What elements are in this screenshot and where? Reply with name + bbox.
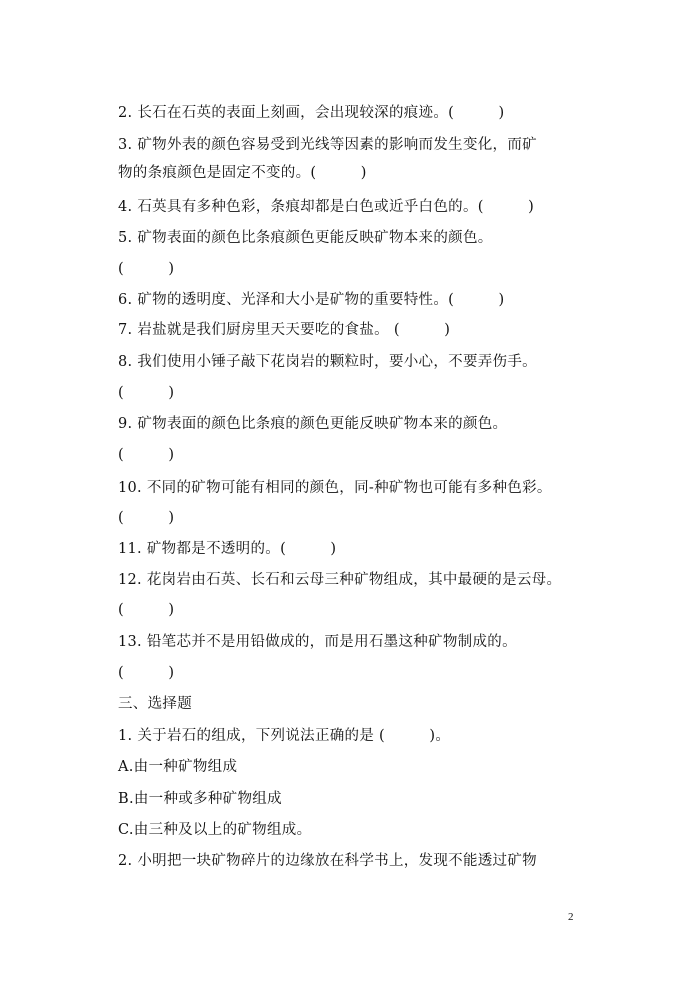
tf-question-10-line-1: 10. 不同的矿物可能有相同的颜色，同-种矿物也可能有多种色彩。 — [118, 480, 552, 496]
tf-question-9-line-1: 9. 矿物表面的颜色比条痕的颜色更能反映矿物本来的颜色。 — [118, 416, 508, 432]
page-number: 2 — [568, 911, 574, 923]
tf-question-12-line-1: 12. 花岗岩由石英、长石和云母三种矿物组成，其中最硬的是云母。 — [118, 572, 562, 588]
mc-question-1-option-a: A.由一种矿物组成 — [118, 759, 238, 775]
tf-question-6: 6. 矿物的透明度、光泽和大小是矿物的重要特性。( ) — [118, 292, 505, 308]
mc-question-1-option-c: C.由三种及以上的矿物组成。 — [118, 822, 312, 838]
section-heading-multiple-choice: 三、选择题 — [118, 696, 192, 712]
tf-question-5-line-1: 5. 矿物表面的颜色比条痕颜色更能反映矿物本来的颜色。 — [118, 230, 493, 246]
mc-question-1-option-b: B.由一种或多种矿物组成 — [118, 791, 282, 807]
tf-question-11: 11. 矿物都是不透明的。( ) — [118, 541, 337, 557]
tf-question-10-answer: ( ) — [118, 510, 175, 526]
tf-question-7: 7. 岩盐就是我们厨房里天天要吃的食盐。 ( ) — [118, 322, 451, 338]
tf-question-8-line-1: 8. 我们使用小锤子敲下花岗岩的颗粒时，要小心，不要弄伤手。 — [118, 354, 537, 370]
tf-question-13-line-1: 13. 铅笔芯并不是用铅做成的，而是用石墨这种矿物制成的。 — [118, 634, 517, 650]
tf-question-4: 4. 石英具有多种色彩，条痕却都是白色或近乎白色的。( ) — [118, 199, 535, 215]
tf-question-13-answer: ( ) — [118, 665, 175, 681]
tf-question-2: 2. 长石在石英的表面上刻画，会出现较深的痕迹。( ) — [118, 105, 505, 121]
mc-question-2-line-1: 2. 小明把一块矿物碎片的边缘放在科学书上，发现不能透过矿物 — [118, 853, 537, 869]
tf-question-3-line-2: 物的条痕颜色是固定不变的。( ) — [118, 165, 367, 181]
tf-question-9-answer: ( ) — [118, 447, 175, 463]
tf-question-3-line-1: 3. 矿物外表的颜色容易受到光线等因素的影响而发生变化，而矿 — [118, 137, 537, 153]
mc-question-1: 1. 关于岩石的组成，下列说法正确的是 ( )。 — [118, 728, 451, 744]
tf-question-5-answer: ( ) — [118, 261, 175, 277]
tf-question-12-answer: ( ) — [118, 602, 175, 618]
tf-question-8-answer: ( ) — [118, 385, 175, 401]
